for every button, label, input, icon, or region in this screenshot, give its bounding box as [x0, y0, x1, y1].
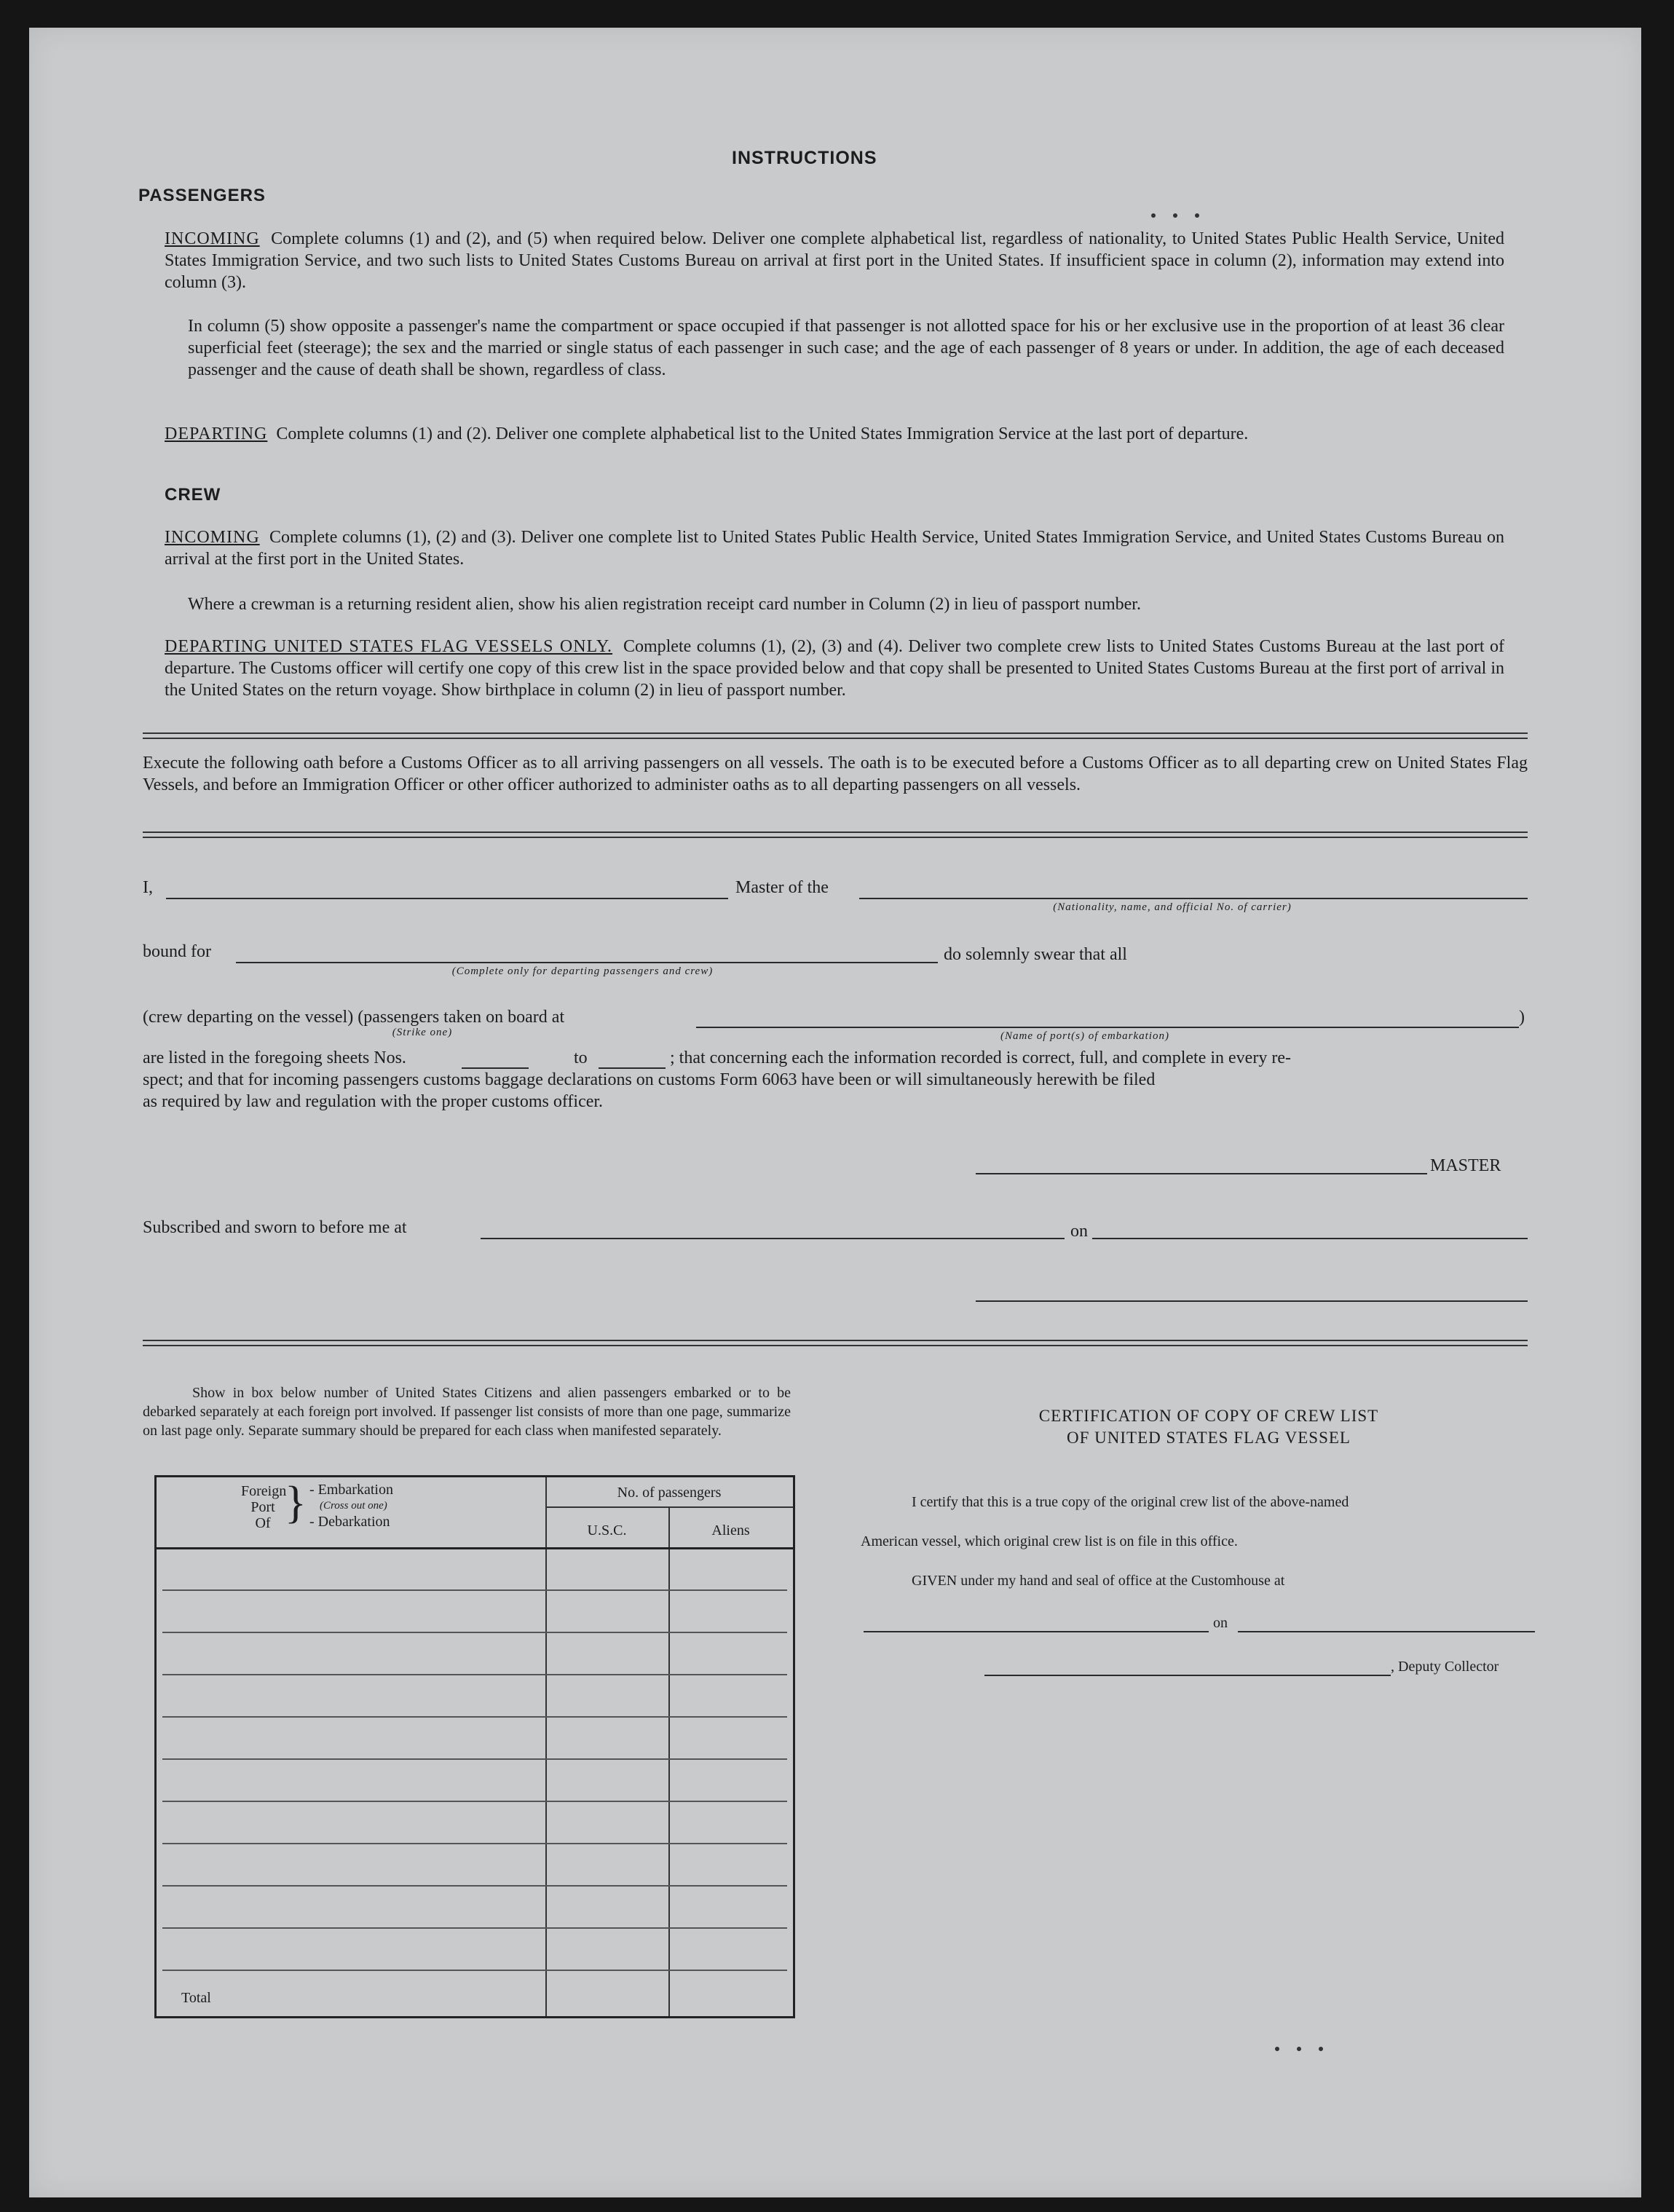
crew-departing-label: DEPARTING UNITED STATES FLAG VESSELS ONLY. — [165, 637, 613, 656]
certification-heading-line-2: OF UNITED STATES FLAG VESSEL — [1067, 1429, 1351, 1447]
crew-departing-paragraph — [165, 636, 1504, 701]
column-divider — [545, 1477, 547, 2016]
officer-signature-field[interactable] — [976, 1300, 1528, 1302]
passengers-incoming-label: INCOMING — [165, 229, 260, 248]
certify-text-1: I certify that this is a true copy of the original crew list of the above-named — [912, 1494, 1349, 1510]
debarkation-label[interactable]: - Debarkation — [309, 1514, 390, 1530]
crew-heading: CREW — [165, 485, 221, 505]
passengers-column5-paragraph: In column (5) show opposite a passenger's name the compartment or space occupied if that passenger is not allotted space for his or her exclusive use in the proportion of at least 36 clear superficial feet (steerage); the sex and the married or single status of each passenger in such case; and the age of each passenger of 8 years or under. In addition, the age of each deceased passenger and the cause of death shall be shown, regardless of class. — [188, 317, 1504, 379]
passengers-incoming-text: Complete columns (1) and (2), and (5) when required below. Deliver one complete alphabetical list, regardless of nationality, to United States Public Health Service, United States Immigration Service, and two such lists to United States Customs Bureau on arrival at first port in the United States. If insufficient space in column (2), information may extend into column (3). — [165, 229, 1504, 292]
embark-debark-options — [309, 1482, 393, 1530]
crew-resident-paragraph: Where a crewman is a returning resident alien, show his alien registration receipt card number in Column (2) in lieu of passport number. — [188, 595, 1141, 614]
divider — [143, 732, 1528, 739]
subscribed-text: Subscribed and sworn to before me at — [143, 1218, 407, 1237]
oath-i-label: I, — [143, 878, 153, 897]
master-name-field[interactable] — [166, 898, 728, 899]
foreign-label: Foreign — [241, 1483, 287, 1499]
master-of-the-label: Master of the — [735, 878, 829, 897]
table-row[interactable] — [162, 1843, 787, 1844]
passengers-heading: PASSENGERS — [138, 186, 266, 205]
table-row[interactable] — [162, 1716, 787, 1718]
crew-incoming-label: INCOMING — [165, 528, 260, 547]
table-row[interactable] — [162, 1927, 787, 1929]
certification-heading-line-1: CERTIFICATION OF COPY OF CREW LIST — [1038, 1407, 1379, 1425]
divider — [143, 1340, 1528, 1346]
passengers-departing-paragraph — [165, 423, 1504, 445]
sworn-on-label: on — [1070, 1222, 1088, 1241]
sheet-from-field[interactable] — [462, 1067, 529, 1069]
crew-incoming-text: Complete columns (1), (2) and (3). Deliver one complete list to United States Public Health Service, United States Immigration Service, and United States Customs Bureau on arrival at the first port in the United States. — [165, 528, 1504, 569]
master-signature-field[interactable] — [976, 1173, 1427, 1174]
foreign-port-of-header — [241, 1483, 285, 1531]
crew-departing-text: Complete columns (1), (2), (3) and (4). Deliver two complete crew lists to United States Customs Bureau at the last port of departure. The Customs officer will certify one copy of this crew list in the space provided below and that copy shall be presented to United States Customs Bureau at the first port of arrival in the United States on the return voyage. Show birthplace in column (2) in lieu of passport number. — [165, 637, 1504, 700]
no-of-passengers-header: No. of passengers — [617, 1485, 722, 1501]
table-row[interactable] — [162, 1589, 787, 1591]
table-row[interactable] — [162, 1801, 787, 1802]
oath-instructions: Execute the following oath before a Customs Officer as to all arriving passengers on all vessels. The oath is to be executed before a Customs Officer as to all departing crew on United States Flag Vessels, and before an Immigration Officer or other officer authorized to administer oaths as to all departing passengers on all vessels. — [143, 754, 1528, 794]
page-title: INSTRUCTIONS — [732, 148, 877, 168]
divider — [143, 832, 1528, 838]
to-label: to — [574, 1048, 588, 1067]
bound-caption: (Complete only for departing passengers and crew) — [451, 965, 714, 977]
table-row[interactable] — [162, 1970, 787, 1971]
brace-icon: } — [285, 1478, 307, 1528]
ink-speck — [1151, 213, 1156, 218]
nationality-caption: (Nationality, name, and official No. of carrier) — [1053, 901, 1292, 913]
oath-remainder-1: ; that concerning each the information recorded is correct, full, and complete in every re- — [670, 1048, 1291, 1067]
embarkation-label[interactable]: - Embarkation — [309, 1482, 393, 1498]
port-label: Port — [250, 1499, 275, 1515]
cross-out-caption: (Cross out one) — [320, 1500, 387, 1512]
summary-instructions: Show in box below number of United States Citizens and alien passengers embarked or to be debarked separately at each foreign port involved. If passenger list consists of more than one page, summarize on last page only. Separate summary should be prepared for each class when manifested separately. — [143, 1385, 791, 1439]
embarkation-port-field[interactable] — [696, 1027, 1519, 1028]
table-row[interactable] — [162, 1885, 787, 1887]
certification-date-field[interactable] — [1238, 1631, 1535, 1632]
oath-remainder-3: as required by law and regulation with the proper customs officer. — [143, 1092, 604, 1111]
table-row[interactable] — [162, 1674, 787, 1675]
bound-for-field[interactable] — [236, 962, 938, 963]
given-text: GIVEN under my hand and seal of office at the Customhouse at — [912, 1573, 1285, 1589]
ink-speck — [1173, 213, 1177, 218]
swear-text: do solemnly swear that all — [944, 945, 1127, 964]
header-bottom-rule — [157, 1547, 793, 1549]
customhouse-field[interactable] — [864, 1631, 1209, 1632]
ink-speck — [1275, 2047, 1279, 2051]
certification-on-label: on — [1213, 1615, 1228, 1631]
sheet-to-field[interactable] — [599, 1067, 666, 1069]
port-caption: (Name of port(s) of embarkation) — [1000, 1030, 1169, 1042]
crew-passengers-text: (crew departing on the vessel) (passengers taken on board at — [143, 1008, 565, 1027]
ink-speck — [1297, 2047, 1301, 2051]
crew-incoming-paragraph — [165, 526, 1504, 570]
deputy-collector-label: , Deputy Collector — [1391, 1659, 1499, 1675]
passengers-departing-label: DEPARTING — [165, 424, 268, 443]
form-page — [29, 28, 1641, 2197]
column-divider — [668, 1506, 670, 2016]
bound-for-label: bound for — [143, 942, 211, 961]
certify-text-2: American vessel, which original crew list is on file in this office. — [861, 1533, 1238, 1549]
oath-remainder-2: spect; and that for incoming passengers customs baggage declarations on customs Form 6063 have been or will simultaneously herewith be filed — [143, 1070, 1156, 1089]
header-divider — [545, 1506, 793, 1508]
sworn-place-field[interactable] — [481, 1238, 1065, 1239]
passengers-incoming-paragraph — [165, 228, 1504, 293]
ink-speck — [1319, 2047, 1323, 2051]
aliens-header: Aliens — [711, 1522, 750, 1538]
sworn-date-field[interactable] — [1092, 1238, 1528, 1239]
deputy-collector-signature-field[interactable] — [984, 1675, 1391, 1676]
passengers-departing-text: Complete columns (1) and (2). Deliver one complete alphabetical list to the United States Immigration Service at the last port of departure. — [276, 424, 1249, 443]
total-label: Total — [181, 1990, 211, 2006]
passenger-summary-table — [154, 1475, 795, 2018]
close-paren: ) — [1519, 1008, 1525, 1027]
certification-heading — [881, 1405, 1536, 1449]
carrier-field[interactable] — [859, 898, 1528, 899]
ink-speck — [1195, 213, 1199, 218]
listed-in-text: are listed in the foregoing sheets Nos. — [143, 1048, 406, 1067]
of-label: Of — [255, 1515, 271, 1531]
table-row[interactable] — [162, 1632, 787, 1633]
master-label: MASTER — [1430, 1156, 1501, 1175]
strike-one-caption: (Strike one) — [392, 1027, 453, 1038]
table-row[interactable] — [162, 1758, 787, 1760]
usc-header: U.S.C. — [587, 1522, 627, 1538]
